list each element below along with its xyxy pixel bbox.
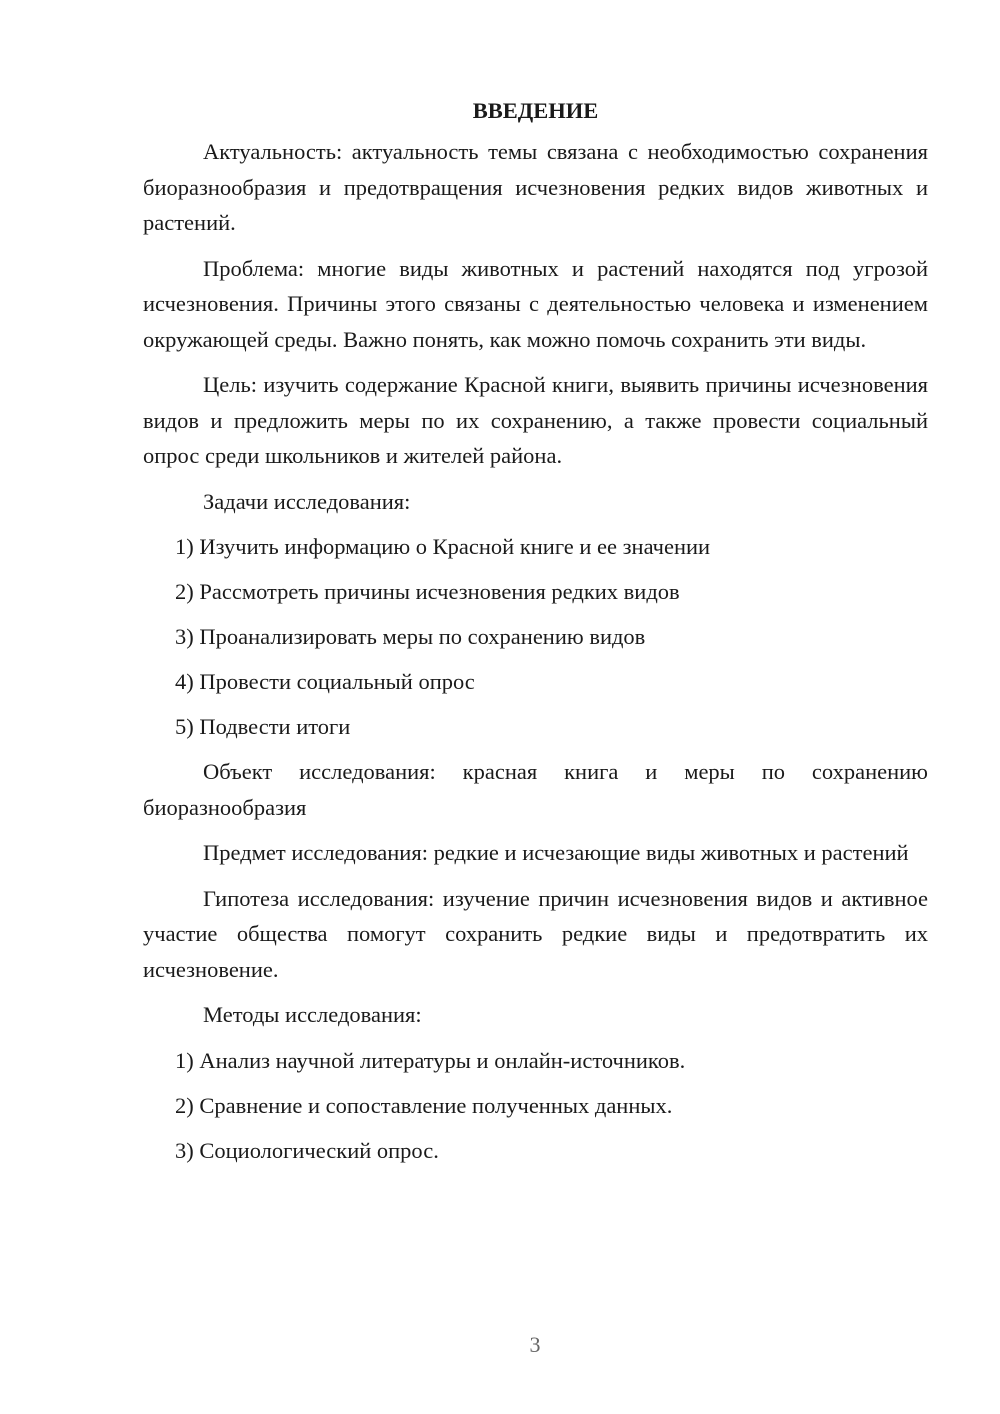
methods-label: Методы исследования:: [203, 1002, 422, 1027]
task-item: 1) Изучить информацию о Красной книге и ее значении: [175, 534, 711, 559]
task-item: 5) Подвести итоги: [175, 714, 351, 739]
task-item: 4) Провести социальный опрос: [175, 669, 475, 694]
subject-paragraph: Предмет исследования: редкие и исчезающие виды животных и растений: [203, 840, 909, 865]
page-number: 3: [529, 1332, 541, 1357]
section-heading: ВВЕДЕНИЕ: [472, 98, 599, 123]
method-item: 3) Социологический опрос.: [175, 1137, 439, 1163]
task-item: 3) Проанализировать меры по сохранению видов: [175, 624, 646, 649]
page-body: [143, 92, 928, 1168]
method-item: 1) Анализ научной литературы и онлайн-источников.: [175, 1047, 686, 1073]
task-item: 2) Рассмотреть причины исчезновения редких видов: [175, 579, 680, 604]
tasks-label: Задачи исследования:: [203, 488, 411, 514]
problem-paragraph: Проблема: многие виды животных и растений находятся под угрозой исчезновения. Причины этого связаны с деятельностью человека и изменением окружающей среды. Важно понять, как можно помочь сохранить эти виды.: [143, 255, 928, 352]
method-item: 2) Сравнение и сопоставление полученных данных.: [175, 1092, 673, 1118]
object-paragraph: Объект исследования: красная книга и меры по сохранению биоразнообразия: [143, 759, 928, 820]
hypothesis-paragraph: Гипотеза исследования: изучение причин исчезновения видов и активное участие общества помогут сохранить редкие виды и предотвратить их исчезновение.: [143, 885, 928, 982]
relevance-paragraph: Актуальность: актуальность темы связана с необходимостью сохранения биоразнообразия и предотвращения исчезновения редких видов животных и растений.: [143, 139, 928, 235]
goal-paragraph: Цель: изучить содержание Красной книги, выявить причины исчезновения видов и предложить меры по их сохранению, а также провести социальный опрос среди школьников и жителей района.: [143, 372, 928, 468]
